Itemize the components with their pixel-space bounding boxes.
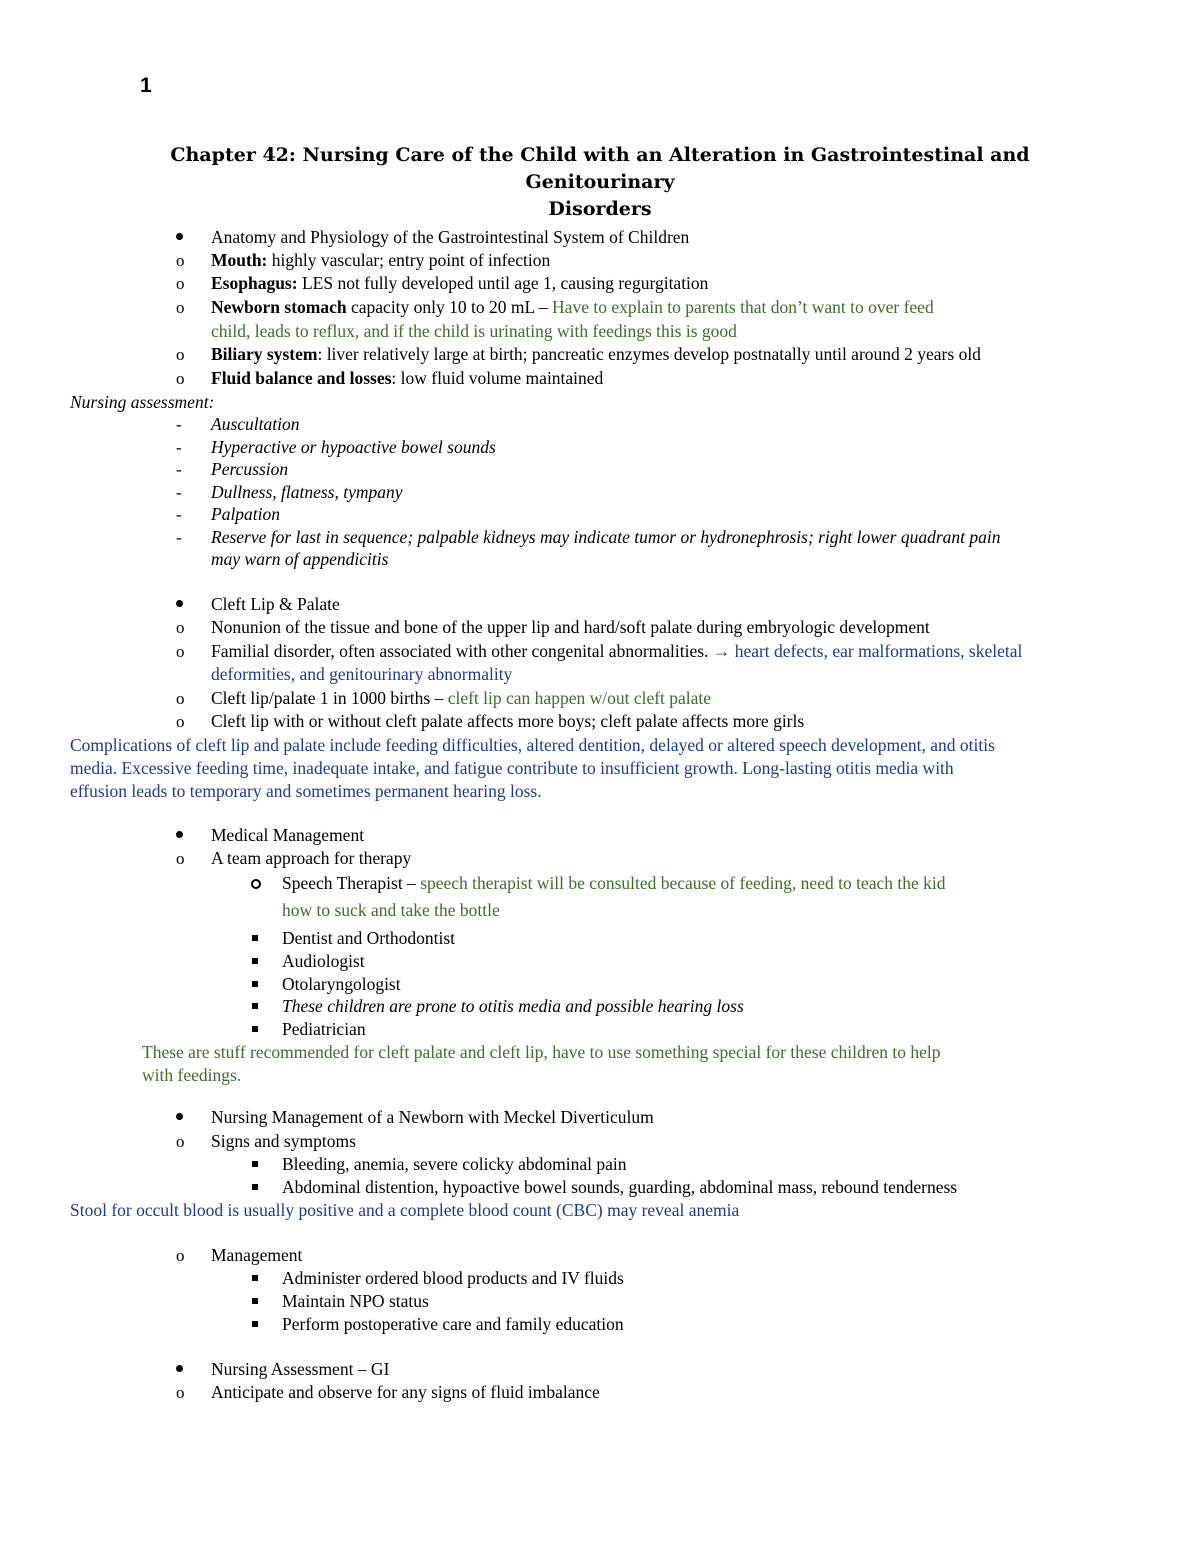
medical-note: These are stuff recommended for cleft palate and cleft lip, have to use something special for these children to help (142, 1042, 941, 1062)
arrow-right-icon: → (712, 641, 731, 661)
square-bullet-icon (252, 1026, 258, 1032)
square-bullet-icon (252, 1321, 258, 1327)
team-member: Pediatrician (282, 1019, 366, 1039)
biliary-item (211, 343, 981, 366)
circle-marker: o (176, 274, 185, 293)
circle-marker: o (176, 251, 185, 270)
anatomy-heading: Anatomy and Physiology of the Gastrointestinal System of Children (211, 227, 690, 247)
circle-marker: o (176, 642, 185, 661)
page-number: 1 (140, 74, 152, 97)
complications-note: effusion leads to temporary and sometimes permanent hearing loss. (70, 781, 542, 801)
team-item: A team approach for therapy (211, 848, 412, 868)
title-line-2: Disorders (548, 198, 652, 220)
esophagus-label: Esophagus: (211, 273, 298, 293)
esophagus-text: LES not fully developed until age 1, causing regurgitation (297, 273, 709, 293)
dash-marker: - (176, 505, 182, 524)
stomach-note-cont: child, leads to reflux, and if the child is urinating with feedings this is good (211, 321, 737, 341)
assessment-item: Palpation (211, 504, 281, 524)
speech-therapist-item (282, 872, 945, 895)
medical-note: with feedings. (142, 1065, 242, 1085)
stomach-note: Have to explain to parents that don’t want to over feed (552, 297, 934, 317)
cleft-item-text: Familial disorder, often associated with other congenital abnormalities. (211, 641, 713, 661)
management-item: Administer ordered blood products and IV fluids (282, 1268, 624, 1288)
fluid-item (211, 367, 603, 390)
cleft-item: Cleft lip with or without cleft palate affects more boys; cleft palate affects more girls (211, 711, 805, 731)
circle-marker: o (176, 369, 185, 388)
mouth-text: highly vascular; entry point of infection (267, 250, 551, 270)
square-bullet-icon (252, 1161, 258, 1167)
fluid-label: Fluid balance and losses (211, 368, 392, 388)
bullet-dot-icon (176, 600, 183, 607)
bullet-dot-icon (176, 831, 183, 838)
speech-therapist-note-cont: how to suck and take the bottle (282, 900, 500, 920)
cleft-item-note: heart defects, ear malformations, skeletal (730, 641, 1023, 661)
assessment-item: Auscultation (211, 414, 300, 434)
assessment-item: Dullness, flatness, tympany (211, 482, 403, 502)
dash-marker: - (176, 438, 182, 457)
circle-marker: o (176, 849, 185, 868)
gi-assessment-item: Anticipate and observe for any signs of fluid imbalance (211, 1382, 600, 1402)
circle-marker: o (176, 298, 185, 317)
meckel-heading: Nursing Management of a Newborn with Meckel Diverticulum (211, 1107, 654, 1127)
dash-marker: - (176, 415, 182, 434)
biliary-text: : liver relatively large at birth; pancreatic enzymes develop postnatally until around 2 years old (317, 344, 981, 364)
sign-item: Bleeding, anemia, severe colicky abdominal pain (282, 1154, 627, 1174)
assessment-item-cont: may warn of appendicitis (211, 549, 389, 569)
team-member: Otolaryngologist (282, 974, 401, 994)
complications-note: Complications of cleft lip and palate include feeding difficulties, altered dentition, delayed or altered speech development, and otitis (70, 735, 995, 755)
sign-item: Abdominal distention, hypoactive bowel sounds, guarding, abdominal mass, rebound tenderness (282, 1177, 958, 1197)
gi-assessment-heading: Nursing Assessment – GI (211, 1359, 390, 1379)
cleft-item (211, 687, 711, 710)
circle-marker: o (176, 712, 185, 731)
bullet-dot-icon (176, 1113, 183, 1120)
stool-note: Stool for occult blood is usually positive and a complete blood count (CBC) may reveal anemia (70, 1200, 740, 1220)
ring-bullet-icon (251, 879, 261, 889)
square-bullet-icon (252, 981, 258, 987)
square-bullet-icon (252, 1003, 258, 1009)
assessment-item: Percussion (211, 459, 289, 479)
cleft-heading: Cleft Lip & Palate (211, 594, 340, 614)
circle-marker: o (176, 1132, 185, 1151)
esophagus-item (211, 272, 708, 295)
team-member: Dentist and Orthodontist (282, 928, 456, 948)
square-bullet-icon (252, 1275, 258, 1281)
stomach-text: capacity only 10 to 20 mL – (346, 297, 553, 317)
title-line-1: Chapter 42: Nursing Care of the Child with an Alteration in Gastrointestinal and Genitourinary (170, 144, 1030, 193)
circle-marker: o (176, 345, 185, 364)
dash-marker: - (176, 483, 182, 502)
square-bullet-icon (252, 935, 258, 941)
circle-marker: o (176, 1246, 185, 1265)
square-bullet-icon (252, 1298, 258, 1304)
cleft-item-note: cleft lip can happen w/out cleft palate (447, 688, 712, 708)
page-title (100, 142, 1100, 223)
fluid-text: : low fluid volume maintained (391, 368, 604, 388)
assessment-item: Reserve for last in sequence; palpable kidneys may indicate tumor or hydronephrosis; right lower quadrant pain (211, 527, 1001, 547)
speech-therapist-text: Speech Therapist – (282, 873, 421, 893)
medical-heading: Medical Management (211, 825, 365, 845)
signs-heading: Signs and symptoms (211, 1131, 356, 1151)
bullet-dot-icon (176, 233, 183, 240)
circle-marker: o (176, 1383, 185, 1402)
management-item: Perform postoperative care and family education (282, 1314, 624, 1334)
management-heading: Management (211, 1245, 303, 1265)
team-member: These children are prone to otitis media and possible hearing loss (282, 996, 744, 1016)
stomach-item (211, 296, 934, 319)
nursing-assessment-heading: Nursing assessment: (70, 392, 215, 412)
cleft-item: Nonunion of the tissue and bone of the upper lip and hard/soft palate during embryologic development (211, 617, 930, 637)
square-bullet-icon (252, 958, 258, 964)
speech-therapist-note: speech therapist will be consulted because of feeding, need to teach the kid (420, 873, 946, 893)
bullet-dot-icon (176, 1365, 183, 1372)
complications-note: media. Excessive feeding time, inadequate intake, and fatigue contribute to insufficient growth. Long-lasting otitis media with (70, 758, 954, 778)
cleft-item-note-cont: deformities, and genitourinary abnormality (211, 664, 513, 684)
dash-marker: - (176, 460, 182, 479)
mouth-label: Mouth: (211, 250, 268, 270)
mouth-item (211, 249, 550, 272)
team-member: Audiologist (282, 951, 365, 971)
management-item: Maintain NPO status (282, 1291, 429, 1311)
cleft-item (211, 640, 1022, 663)
cleft-item-text: Cleft lip/palate 1 in 1000 births – (211, 688, 448, 708)
assessment-item: Hyperactive or hypoactive bowel sounds (211, 437, 496, 457)
biliary-label: Biliary system (211, 344, 318, 364)
dash-marker: - (176, 528, 182, 547)
square-bullet-icon (252, 1184, 258, 1190)
circle-marker: o (176, 689, 185, 708)
circle-marker: o (176, 618, 185, 637)
stomach-label: Newborn stomach (211, 297, 347, 317)
